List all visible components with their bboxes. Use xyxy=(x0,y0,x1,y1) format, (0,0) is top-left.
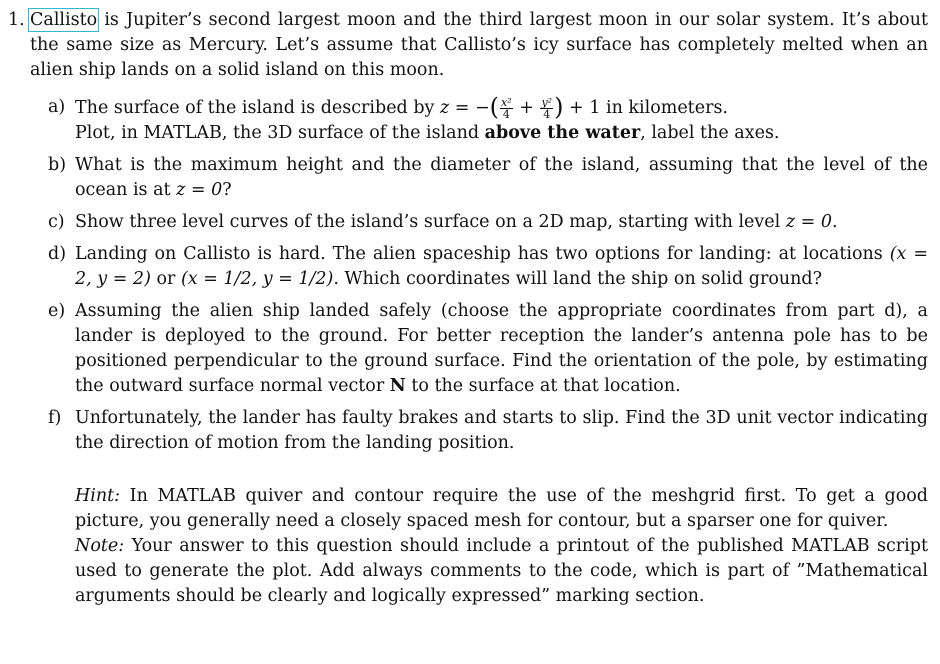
part-d xyxy=(8,242,928,292)
formula-right-paren: ) xyxy=(554,93,564,121)
part-label: b) xyxy=(48,155,67,175)
part-d-mid: or xyxy=(150,269,181,289)
part-d-math1: (x = 2, y = 2) xyxy=(75,244,928,289)
notes-block xyxy=(75,484,928,609)
part-c-text: Show three level curves of the island’s surface on a 2D map, starting with level xyxy=(75,212,786,232)
surface-formula xyxy=(439,93,601,121)
fraction-x xyxy=(500,97,513,120)
formula-z: z xyxy=(439,98,450,118)
question-number: 1. xyxy=(8,10,25,30)
part-e-text: Assuming the alien ship landed safely (choose the appropriate coordinates from part d), a lander is deployed to the ground. For better reception the lander’s antenna pole has to be positioned perpendicular to the ground surface. Find the orientation of the pole, by estimating the outward surface normal vector xyxy=(75,301,928,396)
hint-paragraph xyxy=(75,484,928,534)
normal-vector-symbol: N xyxy=(389,376,406,396)
part-label: a) xyxy=(48,97,66,117)
part-label: e) xyxy=(48,301,66,321)
hint-text: In MATLAB quiver and contour require the use of the meshgrid first. To get a good picture, you generally need a closely spaced mesh for contour, but a sparser one for quiver. xyxy=(75,486,928,531)
part-b-math: z = 0 xyxy=(176,180,223,200)
fraction-y-denominator: 4 xyxy=(543,108,551,121)
note-text: Your answer to this question should include a printout of the published MATLAB script used to generate the plot. Add always comments to the code, which is part of ”Mathematical arguments should be clearly and logically expressed” marking section. xyxy=(75,536,928,606)
part-b-text: What is the maximum height and the diameter of the island, assuming that the level of the ocean is at xyxy=(75,155,928,200)
fraction-y-numerator: y² xyxy=(541,96,553,109)
formula-equals: = − xyxy=(449,98,490,118)
part-b xyxy=(8,153,928,203)
formula-left-paren: ( xyxy=(489,93,500,121)
note-paragraph xyxy=(75,534,928,609)
part-label: d) xyxy=(48,244,67,264)
fraction-x-denominator: 4 xyxy=(502,108,510,121)
question-intro xyxy=(30,8,928,83)
part-a-bold: above the water xyxy=(484,123,641,143)
hint-label: Hint: xyxy=(75,486,121,506)
part-label: f) xyxy=(48,408,62,428)
part-a-line2: Plot, in MATLAB, the 3D surface of the island xyxy=(75,123,485,143)
part-e xyxy=(8,299,928,399)
part-b-end: ? xyxy=(222,180,232,200)
part-c-math: z = 0 xyxy=(785,212,832,232)
question-block xyxy=(8,8,928,609)
part-f-text: Unfortunately, the lander has faulty brakes and starts to slip. Find the 3D unit vector indicating the direction of motion from the landing position. xyxy=(75,408,928,453)
part-e-end: to the surface at that location. xyxy=(405,376,681,396)
part-d-text: Landing on Callisto is hard. The alien spaceship has two options for landing: at locations xyxy=(75,244,890,264)
part-a-line2-end: , label the axes. xyxy=(640,123,780,143)
part-a xyxy=(8,95,928,146)
formula-tail: + 1 xyxy=(563,98,601,118)
formula-plus: + xyxy=(513,98,540,118)
part-a-text: The surface of the island is described by xyxy=(75,98,440,118)
part-d-end: . Which coordinates will land the ship on solid ground? xyxy=(333,269,822,289)
part-a-units: in kilometers. xyxy=(600,98,728,118)
fraction-x-numerator: x² xyxy=(501,96,512,109)
highlighted-word[interactable]: Callisto xyxy=(30,10,98,30)
sub-question-list xyxy=(8,95,928,456)
part-label: c) xyxy=(48,212,65,232)
intro-text: is Jupiter’s second largest moon and the third largest moon in our solar system. It’s about the same size as Mercury. Let’s assume that Callisto’s icy surface has completely melted when an alien ship lands on a solid island on this moon. xyxy=(30,10,928,80)
part-c xyxy=(8,210,928,235)
part-d-math2: (x = 1/2, y = 1/2) xyxy=(180,269,334,289)
fraction-y xyxy=(540,97,553,120)
note-label: Note: xyxy=(75,536,125,556)
part-f xyxy=(8,406,928,456)
part-c-end: . xyxy=(831,212,838,232)
